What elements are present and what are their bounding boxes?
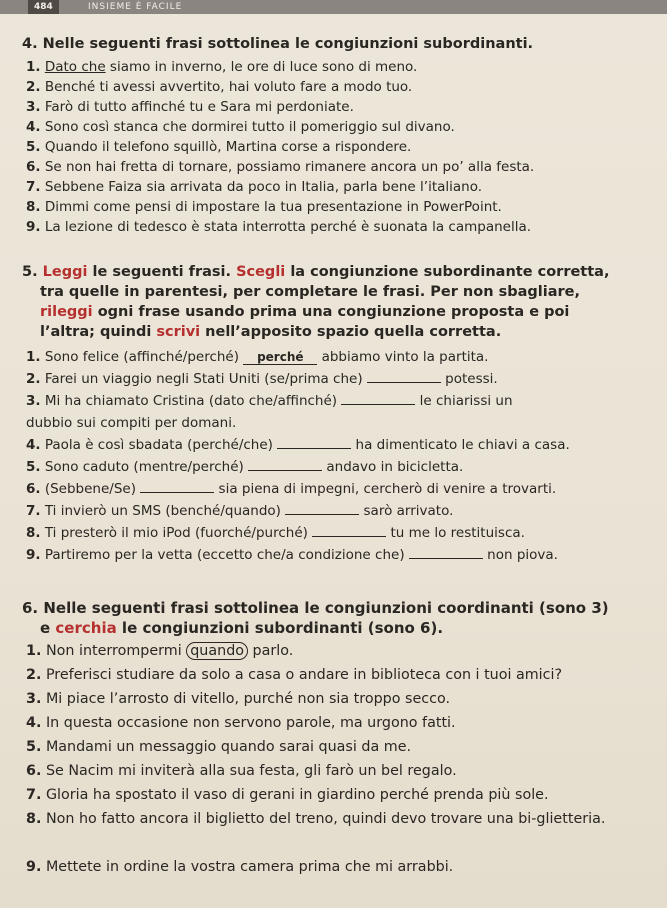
exercise-5-item: 3. Mi ha chiamato Cristina (dato che/affinché) le chiarissi un (26, 393, 513, 409)
exercise-4-item: 6. Se non hai fretta di tornare, possiamo rimanere ancora un po’ alla festa. (26, 159, 535, 175)
exercise-6-item: 3. Mi piace l’arrosto di vitello, purché non sia troppo secco. (26, 691, 451, 707)
exercise-5-item-continued: dubbio sui compiti per domani. (26, 415, 237, 431)
answer-blank[interactable] (277, 448, 351, 449)
answer-blank[interactable] (140, 492, 214, 493)
answer-blank[interactable] (409, 558, 483, 559)
exercise-6-item: 1. Non interrompermi quando parlo. (26, 643, 294, 659)
exercise-6-title: 6. Nelle seguenti frasi sottolinea le congiunzioni coordinanti (sono 3) e cerchia le congiunzioni subordinanti (sono 6). (22, 599, 609, 637)
page-header (0, 0, 667, 14)
exercise-5-item: 4. Paola è così sbadata (perché/che) ha dimenticato le chiavi a casa. (26, 437, 570, 453)
answer-blank[interactable] (312, 536, 386, 537)
page-number: 484 (28, 0, 59, 14)
section-title: INSIEME È FACILE (88, 2, 183, 12)
exercise-4-item: 8. Dimmi come pensi di impostare la tua presentazione in PowerPoint. (26, 199, 502, 215)
answer-blank[interactable] (285, 514, 359, 515)
exercise-5-item: 8. Ti presterò il mio iPod (fuorché/purché) tu me lo restituisca. (26, 525, 525, 541)
exercise-4-item: 5. Quando il telefono squillò, Martina corse a rispondere. (26, 139, 412, 155)
exercise-5-item: 9. Partiremo per la vetta (eccetto che/a condizione che) non piova. (26, 547, 558, 563)
exercise-4-item: 1. Dato che siamo in inverno, le ore di luce sono di meno. (26, 59, 418, 75)
exercise-4-item: 7. Sebbene Faiza sia arrivata da poco in Italia, parla bene l’italiano. (26, 179, 483, 195)
circled-conjunction: quando (186, 642, 248, 660)
exercise-4-title: 4. Nelle seguenti frasi sottolinea le congiunzioni subordinanti. (22, 36, 534, 52)
exercise-4-item: 3. Farò di tutto affinché tu e Sara mi perdoniate. (26, 99, 354, 115)
exercise-6-item: 8. Non ho fatto ancora il biglietto del treno, quindi devo trovare una bi-glietteria. (26, 811, 606, 827)
exercise-6-item: 7. Gloria ha spostato il vaso di gerani in giardino perché prenda più sole. (26, 787, 549, 803)
exercise-4-item: 9. La lezione di tedesco è stata interrotta perché è suonata la campanella. (26, 219, 532, 235)
exercise-6-item: 4. In questa occasione non servono parole, ma urgono fatti. (26, 715, 456, 731)
exercise-5-item: 5. Sono caduto (mentre/perché) andavo in bicicletta. (26, 459, 464, 475)
exercise-6-item: 6. Se Nacim mi inviterà alla sua festa, gli farò un bel regalo. (26, 763, 457, 779)
exercise-5-item: 2. Farei un viaggio negli Stati Uniti (se/prima che) potessi. (26, 371, 498, 387)
answer-blank[interactable]: perché (243, 350, 317, 365)
exercise-6-item: 5. Mandami un messaggio quando sarai quasi da me. (26, 739, 412, 755)
exercise-5-item: 6. (Sebbene/Se) sia piena di impegni, cercherò di venire a trovarti. (26, 481, 557, 497)
exercise-6-item: 9. Mettete in ordine la vostra camera prima che mi arrabbi. (26, 859, 454, 875)
answer-blank[interactable] (367, 382, 441, 383)
exercise-4-item: 4. Sono così stanca che dormirei tutto il pomeriggio sul divano. (26, 119, 455, 135)
exercise-6-item: 2. Preferisci studiare da solo a casa o andare in biblioteca con i tuoi amici? (26, 667, 563, 683)
answer-blank[interactable] (341, 404, 415, 405)
answer-blank[interactable] (248, 470, 322, 471)
exercise-5-item: 1. Sono felice (affinché/perché) perché abbiamo vinto la partita. (26, 349, 489, 365)
exercise-4-item: 2. Benché ti avessi avvertito, hai voluto fare a modo tuo. (26, 79, 413, 95)
exercise-5-title: 5. Leggi le seguenti frasi. Scegli la congiunzione subordinante corretta, tra quelle in parentesi, per completare le frasi. Per non sbagliare, rileggi ogni frase usando prima una congiunzione proposta e poi l’altra; quindi scrivi nell’apposito spazio quella corretta. (22, 264, 610, 340)
exercise-5-item: 7. Ti invierò un SMS (benché/quando) sarò arrivato. (26, 503, 454, 519)
